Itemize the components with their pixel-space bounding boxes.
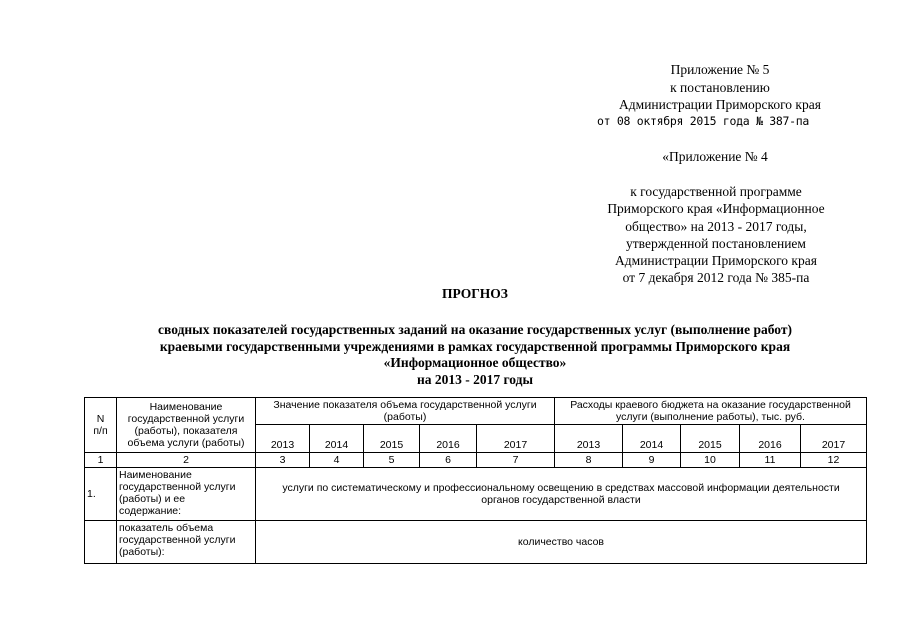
column-number-1: 1 <box>85 453 117 468</box>
appendix5-line1: Приложение № 5 <box>670 62 770 77</box>
year-expense-2013: 2013 <box>555 425 623 453</box>
column-number-10: 10 <box>681 453 740 468</box>
header-service-name: Наименование государственной услуги (работы), показателя объема услуги (работы) <box>117 398 256 453</box>
column-number-3: 3 <box>256 453 310 468</box>
column-number-8: 8 <box>555 453 623 468</box>
document-subtitle-line1: сводных показателей государственных заданий на оказание государственных услуг (выполнение работ) <box>158 322 792 337</box>
column-number-2: 2 <box>117 453 256 468</box>
year-value-2016: 2016 <box>420 425 477 453</box>
document-subtitle-line4: на 2013 - 2017 годы <box>416 372 534 387</box>
appendix5-line2: к постановлению <box>670 80 770 95</box>
column-number-4: 4 <box>310 453 364 468</box>
year-value-2015: 2015 <box>364 425 420 453</box>
column-number-9: 9 <box>623 453 681 468</box>
appendix4-line1: «Приложение № 4 <box>662 149 768 164</box>
row1-number: 1. <box>85 468 117 521</box>
appendix4-line5: утвержденной постановлением <box>626 236 806 251</box>
appendix4-line4: общество» на 2013 - 2017 годы, <box>625 219 807 234</box>
year-value-2014: 2014 <box>310 425 364 453</box>
document-title: ПРОГНОЗ <box>442 286 508 301</box>
column-number-6: 6 <box>420 453 477 468</box>
document-subtitle-line3: «Информационное общество» <box>383 355 567 370</box>
year-expense-2015: 2015 <box>681 425 740 453</box>
appendix4-line2: к государственной программе <box>630 184 802 199</box>
column-number-12: 12 <box>801 453 867 468</box>
year-expense-2016: 2016 <box>740 425 801 453</box>
row2-label: показатель объема государственной услуги (работы): <box>117 521 256 564</box>
row1-label: Наименование государственной услуги (работы) и ее содержание: <box>117 468 256 521</box>
appendix4-line6: Администрации Приморского края <box>615 253 817 268</box>
row2-number <box>85 521 117 564</box>
row2-indicator-content: количество часов <box>256 521 867 564</box>
header-indicator-value: Значение показателя объема государственной услуги (работы) <box>256 398 555 425</box>
row1-service-content: услуги по систематическому и профессиональному освещению в средствах массовой информации деятельности органов государственной власти <box>256 468 867 521</box>
column-number-7: 7 <box>477 453 555 468</box>
column-number-11: 11 <box>740 453 801 468</box>
document-subtitle-line2: краевыми государственными учреждениями в рамках государственной программы Приморского края <box>159 339 791 354</box>
column-number-5: 5 <box>364 453 420 468</box>
appendix4-line7: от 7 декабря 2012 года № 385-па <box>622 270 810 285</box>
year-expense-2017: 2017 <box>801 425 867 453</box>
appendix4-line3: Приморского края «Информационное <box>607 201 825 216</box>
year-expense-2014: 2014 <box>623 425 681 453</box>
appendix5-line3: Администрации Приморского края <box>619 97 821 112</box>
year-value-2013: 2013 <box>256 425 310 453</box>
year-value-2017: 2017 <box>477 425 555 453</box>
header-budget-expense: Расходы краевого бюджета на оказание государственной услуги (выполнение работы), тыс. руб. <box>555 398 867 425</box>
header-number: N п/п <box>85 398 117 453</box>
appendix5-date-stamp: от 08 октября 2015 года № 387-па <box>597 114 809 128</box>
forecast-table <box>84 397 867 564</box>
